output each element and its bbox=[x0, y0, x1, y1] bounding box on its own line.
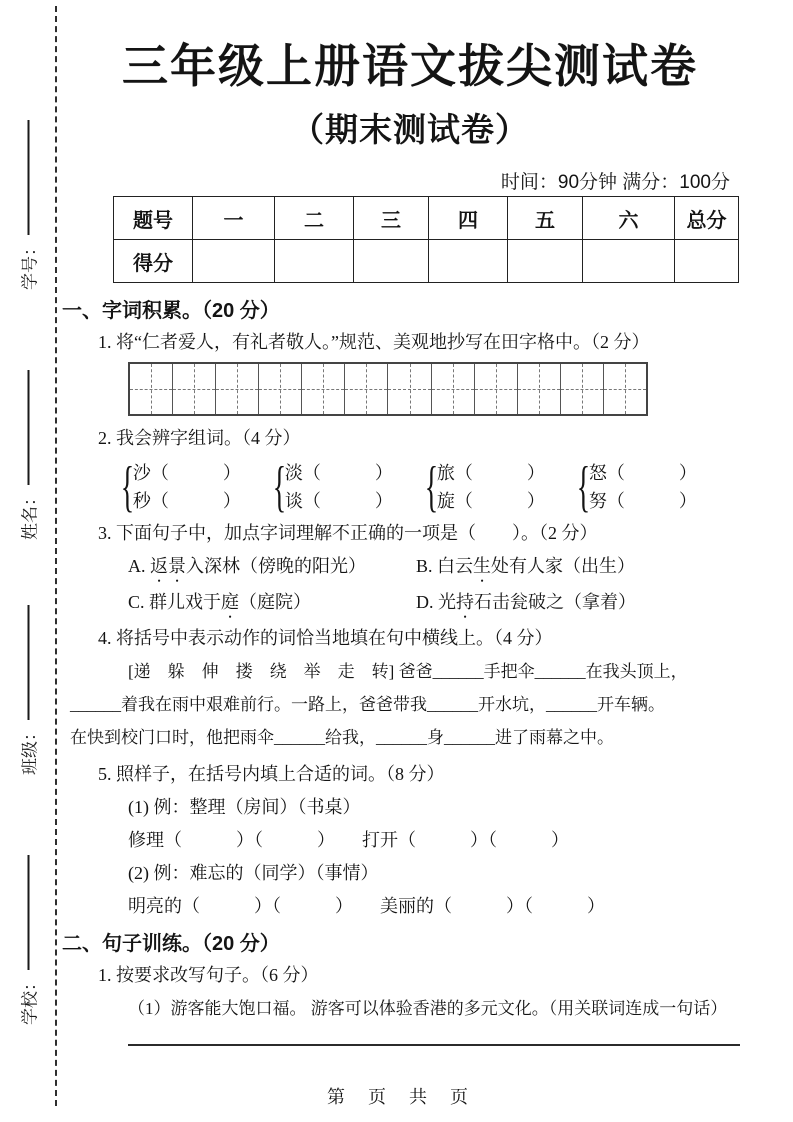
q4-word-bank-line: [递 躲 伸 搂 绕 举 走 转] 爸爸______手把伞______在我头顶上， bbox=[128, 662, 688, 681]
school-blank-line bbox=[27, 855, 29, 970]
grid-cell bbox=[431, 364, 474, 414]
grid-cell bbox=[474, 364, 517, 414]
q3-option-c-post: （庭院） bbox=[239, 592, 312, 612]
score-table-header-row bbox=[114, 197, 739, 240]
score-cell-empty bbox=[354, 240, 429, 283]
q3-option-b-label: B. bbox=[416, 556, 438, 576]
s2-q1-stem: 1. 按要求改写句子。（6 分） bbox=[98, 965, 319, 985]
score-col-4: 四 bbox=[429, 197, 508, 240]
page-subtitle: （期末测试卷） bbox=[291, 111, 529, 148]
name-label: 姓名： bbox=[20, 489, 40, 540]
score-table bbox=[113, 196, 739, 283]
score-cell-empty bbox=[583, 240, 675, 283]
q2-pair-bottom: 努（ ） bbox=[588, 491, 697, 511]
q2-pair-top: 怒（ ） bbox=[588, 463, 697, 483]
grid-cell bbox=[517, 364, 560, 414]
q2-pair-bottom: 秒（ ） bbox=[132, 491, 241, 511]
score-col-2: 二 bbox=[275, 197, 354, 240]
q3-option-c-label: C. bbox=[128, 592, 150, 612]
score-cell-empty bbox=[429, 240, 508, 283]
score-cell-empty bbox=[275, 240, 354, 283]
brace-glyph: { bbox=[272, 456, 287, 518]
q2-pair-top: 淡（ ） bbox=[284, 463, 393, 483]
brace-glyph: { bbox=[576, 456, 591, 518]
q3-option-d-emphasized: 持 bbox=[456, 592, 474, 612]
grid-cell bbox=[387, 364, 430, 414]
q2-pair-nu-nu bbox=[576, 456, 732, 518]
student-id-label: 学号： bbox=[20, 239, 40, 290]
brace-glyph: { bbox=[120, 456, 135, 518]
q2-word-pairs bbox=[120, 456, 742, 518]
score-col-5: 五 bbox=[508, 197, 583, 240]
q3-option-a-post: 入深林（傍晚的阳光） bbox=[186, 556, 366, 576]
q3-option-d-pre: 光 bbox=[438, 592, 456, 612]
score-cell-empty bbox=[193, 240, 275, 283]
q3-option-c-pre: 群儿戏于 bbox=[149, 592, 222, 612]
q3-option-b-pre: 白云 bbox=[437, 556, 474, 576]
q2-pair-bottom: 谈（ ） bbox=[284, 491, 393, 511]
q2-pair-bottom: 旋（ ） bbox=[436, 491, 545, 511]
class-label: 班级： bbox=[20, 724, 40, 775]
q3-option-a bbox=[128, 550, 416, 586]
grid-cell bbox=[344, 364, 387, 414]
q5-fill-line-2: 明亮的（ ）（ ） 美丽的（ ）（ ） bbox=[128, 896, 605, 916]
binding-fold-dashed-line bbox=[55, 6, 57, 1106]
q3-options-row-cd bbox=[62, 586, 742, 622]
student-id-blank-line bbox=[27, 120, 29, 235]
q3-options-row-ab bbox=[62, 550, 742, 586]
score-col-6: 六 bbox=[583, 197, 675, 240]
q3-option-a-label: A. bbox=[128, 556, 150, 576]
score-col-1: 一 bbox=[193, 197, 275, 240]
section-1-heading: 一、字词积累。（20 分） bbox=[62, 300, 280, 322]
q3-option-d bbox=[416, 586, 636, 622]
score-cell-empty bbox=[675, 240, 739, 283]
q3-option-d-label: D. bbox=[416, 592, 438, 612]
grid-cell bbox=[258, 364, 301, 414]
q4-fill-line-3: 在快到校门口时，他把雨伞______给我，______身______进了雨幕之中。 bbox=[70, 728, 614, 747]
score-col-3: 三 bbox=[354, 197, 429, 240]
q4-fill-line-2: ______着我在雨中艰难前行。一路上，爸爸带我______开水坑，______开车辆。 bbox=[70, 695, 665, 714]
grid-cell bbox=[172, 364, 215, 414]
q3-option-c bbox=[128, 586, 416, 622]
score-col-total: 总分 bbox=[675, 197, 739, 240]
s2-q1-item-1: （1）游客能大饱口福。 游客可以体验香港的多元文化。（用关联词连成一句话） bbox=[128, 999, 728, 1018]
q4-stem: 4. 将括号中表示动作的词恰当地填在句中横线上。（4 分） bbox=[98, 628, 553, 648]
q5-example-1: (1) 例：整理（房间）（书桌） bbox=[128, 797, 361, 817]
q3-option-b bbox=[416, 550, 635, 586]
q3-stem: 3. 下面句子中，加点字词理解不正确的一项是（ ）。（2 分） bbox=[98, 523, 598, 543]
q2-stem: 2. 我会辨字组词。（4 分） bbox=[98, 428, 301, 448]
score-table-score-row bbox=[114, 240, 739, 283]
exam-body bbox=[62, 296, 742, 1046]
score-col-question-no: 题号 bbox=[114, 197, 193, 240]
section-2-heading: 二、句子训练。（20 分） bbox=[62, 933, 280, 955]
school-label: 学校： bbox=[20, 974, 40, 1025]
page-footer: 第 页 共 页 bbox=[326, 1087, 477, 1107]
grid-cell bbox=[603, 364, 646, 414]
brace-glyph: { bbox=[424, 456, 439, 518]
grid-cell bbox=[130, 364, 172, 414]
score-row-label: 得分 bbox=[114, 240, 193, 283]
q5-fill-line-1: 修理（ ）（ ） 打开（ ）（ ） bbox=[128, 830, 569, 850]
q2-pair-top: 沙（ ） bbox=[132, 463, 241, 483]
q3-option-a-emphasized: 返景 bbox=[150, 556, 186, 576]
q3-option-b-post: 处有人家（出生） bbox=[491, 556, 636, 576]
grid-cell bbox=[215, 364, 258, 414]
q3-option-b-emphasized: 生 bbox=[473, 556, 492, 576]
q2-pair-lv-xuan bbox=[424, 456, 580, 518]
score-cell-empty bbox=[508, 240, 583, 283]
class-blank-line bbox=[27, 605, 29, 720]
name-blank-line bbox=[27, 370, 29, 485]
exam-time-score-meta: 时间：90分钟 满分：100分 bbox=[500, 172, 730, 193]
q3-option-c-emphasized: 庭 bbox=[221, 592, 240, 612]
q1-stem: 1. 将“仁者爱人，有礼者敬人。”规范、美观地抄写在田字格中。（2 分） bbox=[98, 332, 650, 352]
q5-stem: 5. 照样子，在括号内填上合适的词。（8 分） bbox=[98, 764, 445, 784]
grid-cell bbox=[301, 364, 344, 414]
q2-pair-top: 旅（ ） bbox=[436, 463, 545, 483]
grid-cell bbox=[560, 364, 603, 414]
q2-pair-sha-miao bbox=[120, 456, 276, 518]
q2-pair-dan-tan bbox=[272, 456, 428, 518]
page-title: 三年级上册语文拔尖测试卷 bbox=[122, 40, 698, 92]
tianzige-writing-grid bbox=[128, 362, 648, 416]
q3-option-d-post: 石击瓮破之（拿着） bbox=[474, 592, 636, 612]
q5-example-2: (2) 例：难忘的（同学）（事情） bbox=[128, 863, 379, 883]
answer-blank-line bbox=[128, 1044, 740, 1046]
